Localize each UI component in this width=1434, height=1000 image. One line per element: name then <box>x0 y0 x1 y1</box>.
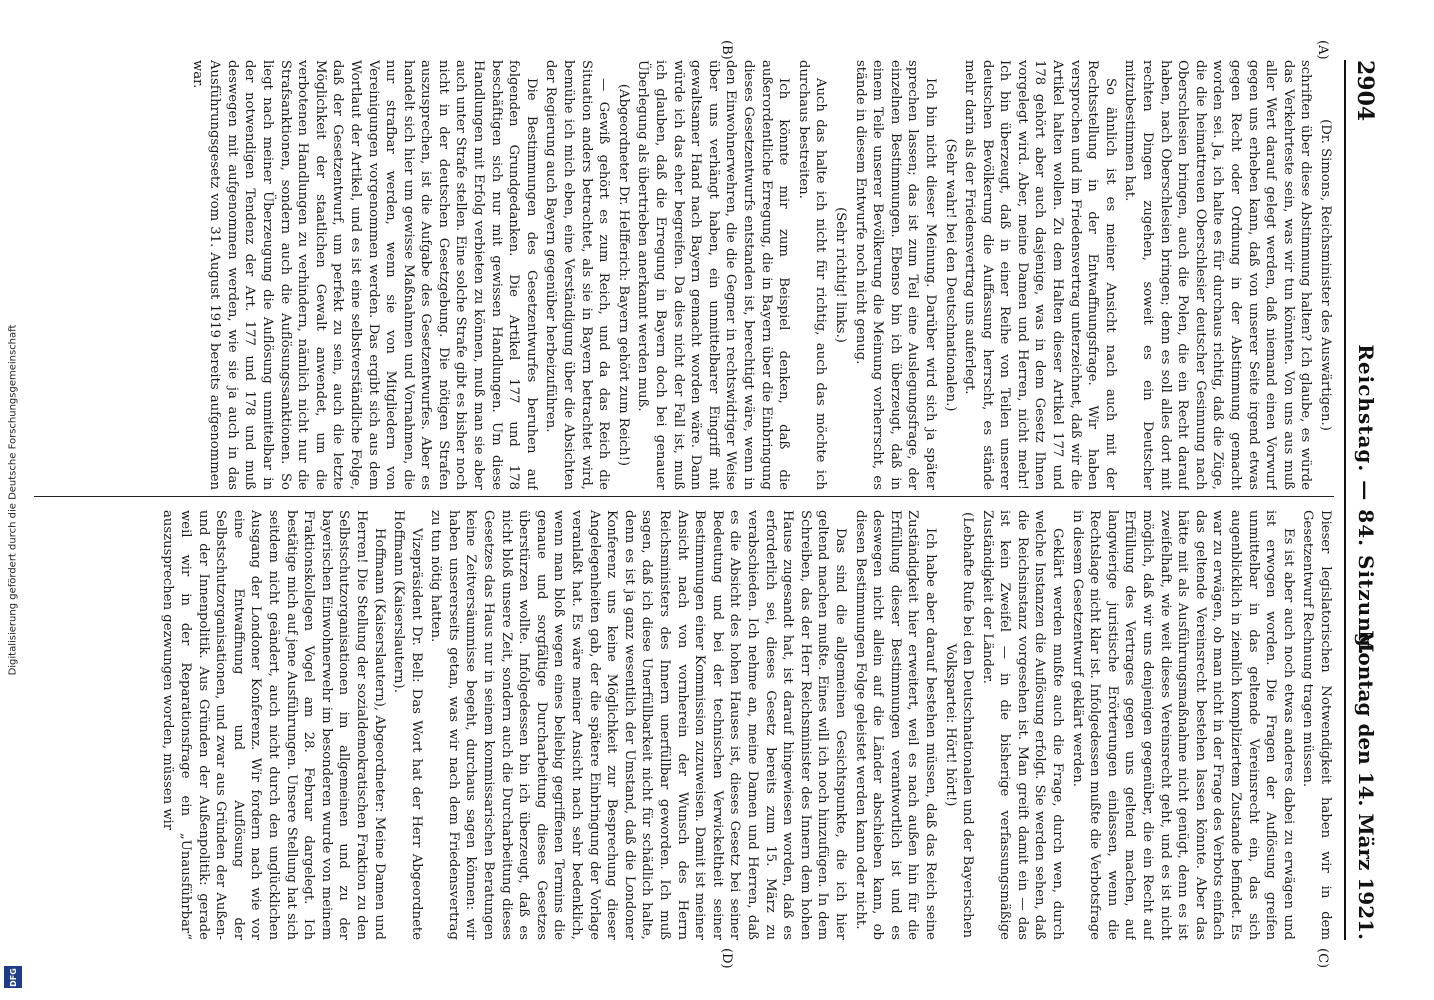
paragraph: Ich habe aber darauf bestehen müssen, daß das Reich seine Zuständigkeit hier erweitert, weil es nach außen hin für die Erfüllung dieser Bestimmungen verantwortlich ist und es deswegen nicht allein auf die Länder abschieben kann, ob diesen Bestimmungen Folge geleistet werden kann oder nicht. <box>852 510 938 940</box>
paragraph: Hoffmann (Kaiserslautern), Abgeordneter: Meine Damen und Herren! Die Stellung der sozialdemokratischen Fraktion zu den Selbstschutzorganisationen im allgemeinen und zu der bayerischen Einwohnerwehr im besonderen wurde von meinem Fraktionskollegen Vogel am 28. Februar dargelegt. Ich bestätige mich auf jene Ausführungen. Unsere Stellung hat sich seitdem nicht geändert, auch nicht durch den unglücklichen Ausgang der Londoner Konferenz. Wir fordern nach wie vor eine Entwaffnung und Auflösung der Selbstschutzorganisationen, und zwar aus Gründen der Außen- und der Innenpolitik. Aus Gründen der Außenpolitik: gerade weil wir in der Reparationsfrage ein „Unausführbar“ auszusprechen gezwungen worden, müssen wir <box>160 510 387 940</box>
paragraph: Ich bin nicht dieser Meinung. Darüber wird sich ja später sprechen lassen; das ist zum Teil eine Auslegungsfrage, der einzelnen Bestimmungen. Ebenso bin ich überzeugt, daß in einem Teile unserer Bevölkerung die Meinung vorherrscht, es stände in diesem Entwurfe noch nicht genug. <box>852 60 938 490</box>
paragraph: Ich könnte mir zum Beispiel denken, daß die außerordentliche Erregung, die in Bayern über die Einbringung dieses Gesetzentwurfs entstanden ist, berechtigt wäre, wenn in den Einwohnerwehren, die die Gegner in rechtswidriger Weise über uns verhängt haben, ein unmittelbarer Eingriff mit gewaltsamer Hand nach Bayern gemacht worden wäre. Dann würde ich das eher begreifen. Da dies nicht der Fall ist, muß ich glauben, daß die Erregung in Bayern doch bei genauer Überlegung als übertrieben anerkannt werden muß. <box>635 60 792 490</box>
session-date: Montag den 14. März 1921. <box>1354 630 1378 940</box>
speaker-line: (Dr. Simons, Reichsminister des Auswärtigen.) <box>1318 119 1333 431</box>
column-divider <box>34 496 1334 497</box>
interjection: (Lebhafte Rufe bei den Deutschnationalen und der Bayerischen Volkspartei: Hört! hört!) <box>942 512 976 938</box>
paragraph: Dieser legislatorischen Notwendigkeit haben wir in dem Gesetzentwurf Rechnung tragen müssen. <box>1300 510 1333 940</box>
paragraph: — Gewiß gehört es zum Reich, und da das Reich die Situation anders betrachtet, als sie in Bayern betrachtet wird, bemühe ich mich eben, eine Verständigung über die Absichten der Regierung auch Bayern gegenüber herbeizuführen. <box>543 60 612 490</box>
right-text-column <box>34 510 1334 940</box>
paragraph: Die Bestimmungen des Gesetzentwurfes beruhen auf folgenden Grundgedanken. Die Artikel 177 und 178 beschäftigen sich nur mit gewissen Handlungen. Um diese Handlungen mit Erfolg verbieten zu können, muß man sie aber auch unter Strafe stellen. Eine solche Strafe gibt es bisher noch nicht in der deutschen Gesetzgebung. Die nötigen Strafen auszusprechen, ist die Aufgabe des Gesetzentwurfes. Aber es handelt sich hier um gewisse Maßnahmen und Vornahmen, die nur strafbar werden, wenn sie von Mitgliedern von Vereinigungen vorgenommen werden. Das ergibt sich aus dem Wortlaut der Artikel, und es ist eine selbstverständliche Folge, daß der Gesetzentwurf, um perfekt zu sein, auch die letzte Möglichkeit der staatlichen Gewalt anwendet, um die verbotenen Handlungen zu verhindern, nämlich nicht nur die Strafsanktionen, sondern auch die Auflösungssanktionen. So liegt nach meiner Überzeugung die Auflösung unmittelbar in der notwendigen Tendenz der Art. 177 und 178 und muß deswegen mit aufgenommen werden, wie sie ja auch in das Ausführungsgesetz vom 31. August 1919 bereits aufgenommen war. <box>189 60 539 490</box>
margin-mark-c: (C) <box>1315 948 1330 969</box>
paragraph: Es ist aber auch noch etwas anderes dabei zu erwägen und ist erwogen worden. Die Fragen der Auflösung greifen unmittelbar in das geltende Vereinsrecht ein, das sich augenblicklich in ziemlich kompliziertem Zustande befindet. Es war zu erwägen, ob man nicht in der Frage des Verbots einfach das geltende Vereinsrecht bestehen lassen könnte. Aber das hätte mit als Ausführungsmaßnahme nicht genügt, denn es ist zweifelhaft, wie weit dieses Vereinsrecht geht, und es ist nicht möglich, daß wir uns denjenigen gegenüber, die ein Recht auf Erfüllung des Vertrages gegen uns geltend machen, auf langwierige juristische Erörterungen einlassen, wenn die Rechtslage nicht klar ist. Infolgedessen mußte die Verbotsfrage in diesem Gesetzentwurf geklärt werden. <box>1069 510 1296 940</box>
page-title: Reichstag. — 84. Sitzung. <box>1354 344 1378 656</box>
page-header <box>1344 60 1382 940</box>
paragraph: Geklärt werden mußte auch die Frage, durch wen, durch welche Instanzen die Auflösung erfolgt. Sie werden sehen, daß die Reichsinstanz vorgesehen ist. Man greift damit ein — das ist kein Zweifel — in die bisherige verfassungsmäßige Zuständigkeit der Länder. <box>979 510 1066 940</box>
dfg-credit-sidebar <box>0 0 26 1000</box>
paragraph: Das sind die allgemeinen Gesichtspunkte, die ich hier geltend machen mußte. Eines will ich noch hinzufügen. In dem Schreiben, das der Herr Reichsminister des Innern dem hohen Hause zugesandt hat, ist darauf hingewiesen worden, daß es erforderlich sei, dieses Gesetz bereits zum 15. März zu verabschieden. Ich nehme an, meine Damen und Herren, daß es die Absicht des hohen Hauses ist, dieses Gesetz bei seiner Bedeutung und bei der technischen Verwickeltheit seiner Bestimmungen einer Kommission zuzuweisen. Damit ist meiner Ansicht nach von vornherein der Wunsch des Herrn Reichsministers des Innern unerfüllbar geworden. Ich muß sagen, daß ich diese Unerfüllbarkeit nicht für schädlich halte, denn es ist ja ganz wesentlich der Umstand, daß die Londoner Konferenz uns keine Möglichkeit zur Besprechung dieser Angelegenheiten gab, der die spätere Einbringung der Vorlage veranlaßt hat. Es wäre meiner Ansicht nach sehr bedenklich, wenn man bloß wegen eines beliebig gegriffenen Termins die genaue und sorgfältige Durcharbeitung dieses Gesetzes überstürzen wollte. Infolgedessen bin ich überzeugt, daß es nicht bloß unsere Zeit, sondern auch die Durcharbeitung dieses Gesetzes das Haus nur in seinem kommissarischen Beratungen keine Zeitversäumnisse begeht, durchaus sagen können: wir haben unsererseits getan, was wir nach dem Friedensvertrag zu tun nötig hatten. <box>428 510 848 940</box>
margin-mark-a: (A) <box>1315 40 1330 60</box>
margin-mark-d: (D) <box>719 948 734 969</box>
paragraph: So ähnlich ist es meiner Ansicht nach auch mit der Rechtsstellung in der Entwaffnungsfrage. Wir haben versprochen und im Friedensvertrag unterzeichnet, daß wir die Artikel halten wollen. Zu dem Halten dieser Artikel 177 und 178 gehört aber auch dasjenige, was in dem Gesetz Ihnen vorgelegt wird. Aber, meine Damen und Herren, nicht mehr! Ich bin überzeugt, daß in einer Reihe von Teilen unserer deutschen Bevölkerung die Auffassung herrscht, es stände mehr darin als der Friedensvertrag uns auferlegt. <box>962 60 1118 490</box>
speaker-announcement: Vizepräsident Dr. Bell: Das Wort hat der Herr Abgeordnete Hoffmann (Kaiserslautern). <box>391 510 424 940</box>
funding-credit: Digitalisierung gefördert durch die Deutsche Forschungsgemeinschaft <box>7 324 19 676</box>
dfg-logo <box>4 966 22 988</box>
interjection: (Abgeordneter Dr. Helfferich: Bayern gehört zum Reich!) <box>615 83 631 467</box>
dfg-logo-text: DFG <box>8 967 18 987</box>
interjection: (Sehr richtig! links.) <box>832 207 848 343</box>
margin-mark-b: (B) <box>719 40 734 60</box>
paragraph: schriften über diese Abstimmung halten? Ich glaube, es würde das Verkehrteste sein, was wir tun könnten. Von uns aus muß aller Wert darauf gelegt werden, daß niemand einen Vorwurf gegen uns erheben kann, daß von unserer Seite irgend etwas gegen Recht oder Ordnung in der Abstimmung gemacht worden sei. Ja, ich halte es für durchaus richtig, daß die Züge, die die heimattreuen Oberschlesier deutscher Gesinnung nach Oberschlesien bringen, auch die Polen, die ein Recht darauf haben, nach Oberschlesien bringen; denn es soll alles dort mit rechten Dingen zugehen, soweit es ein Deutscher mitzubestimmen hat. <box>1122 60 1314 490</box>
paragraph: Auch das halte ich nicht für richtig, auch das möchte ich durchaus bestreiten. <box>795 60 829 490</box>
page-number: 2904 <box>1352 60 1378 122</box>
interjection: (Sehr wahr! bei den Deutschnationalen.) <box>942 138 958 412</box>
left-text-column <box>34 60 1334 490</box>
